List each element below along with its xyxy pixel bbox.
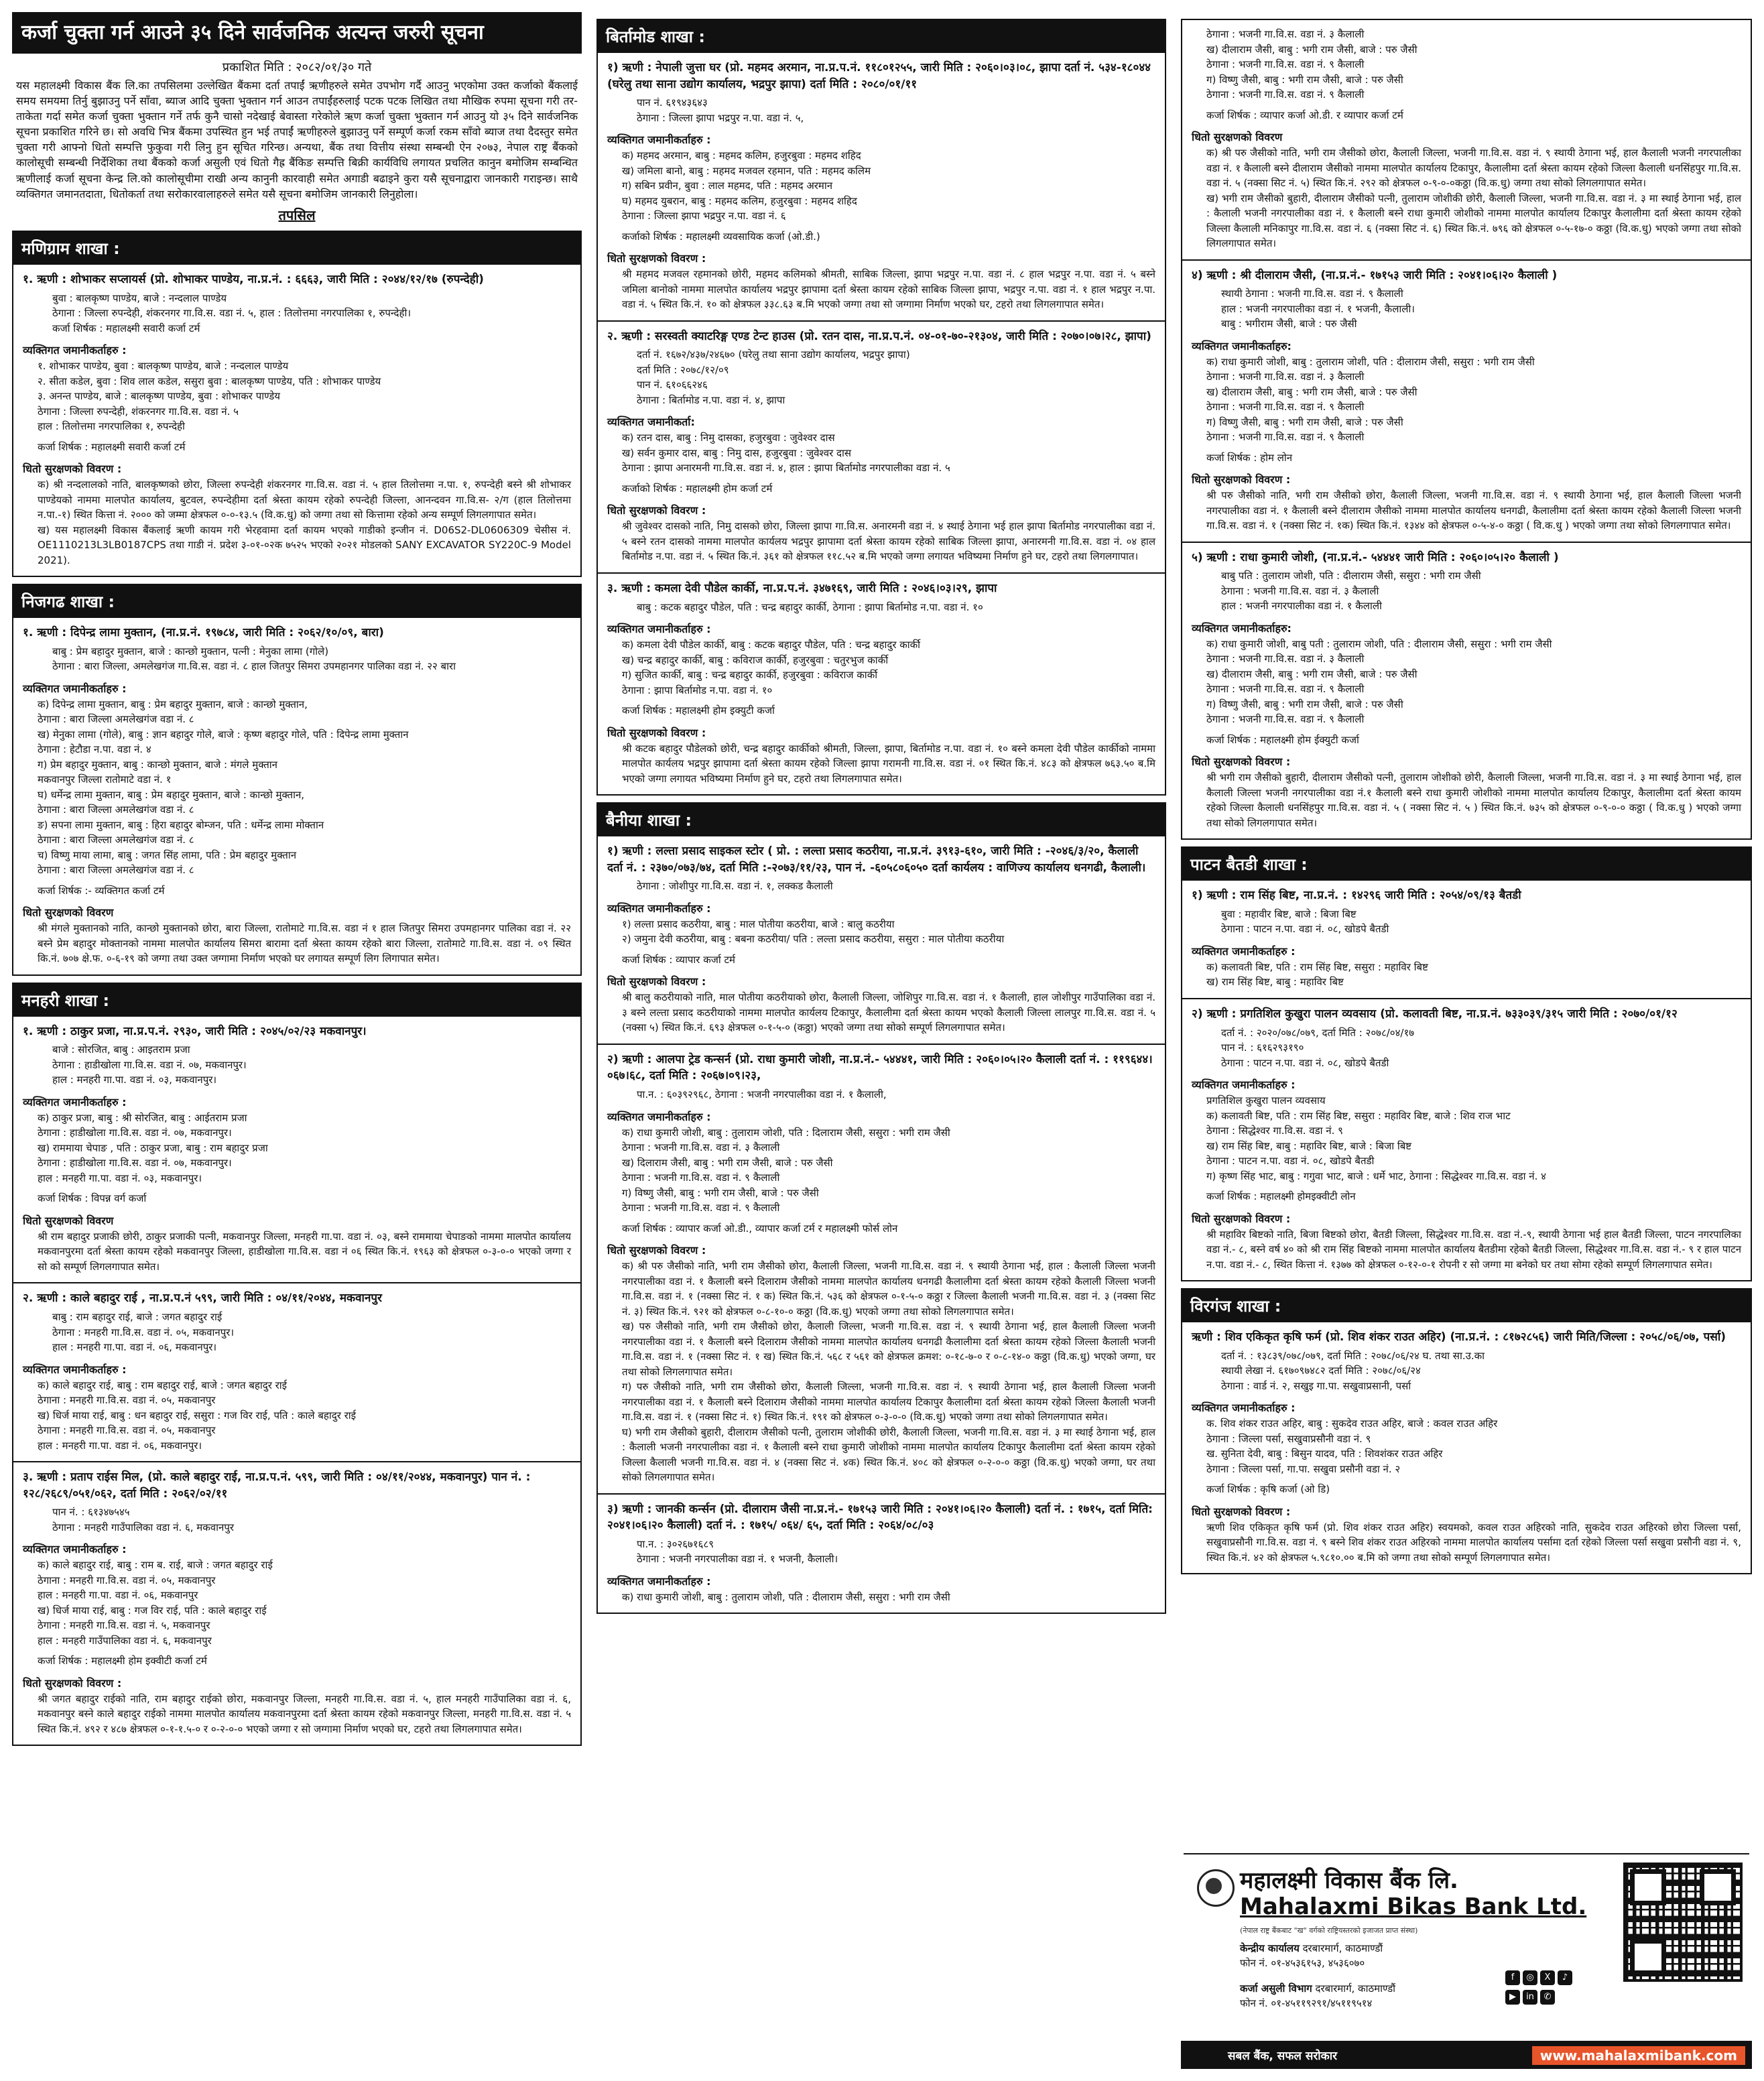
guarantor-heading: व्यक्तिगत जमानीकर्ताहरु : xyxy=(23,1095,127,1109)
branch-heading: निजगढ शाखा : xyxy=(13,585,580,618)
recovery-office-phone: फोन नं. ०१-४५११९२९१/४५११९५१४ xyxy=(1240,1997,1373,2009)
guarantor-line: क) राधा कुमारी जोशी, बाबु पती : तुलाराम जोशी, पति : दीलाराम जैसी, ससुरा : भगी राम जैसी xyxy=(1206,637,1552,650)
central-office-label: केन्द्रीय कार्यालय xyxy=(1240,1942,1300,1954)
guarantor-line: क) राधा कुमारी जोशी, बाबु : तुलाराम जोशी, पति : दीलाराम जैसी, ससुरा : भगी राम जैसी xyxy=(622,1590,950,1603)
guarantor-line: क) राधा कुमारी जोशी, बाबु : तुलाराम जोशी, पति : दिलाराम जैसी, ससुरा : भगी राम जैसी xyxy=(622,1126,950,1139)
notice-page xyxy=(12,12,1752,2069)
guarantor-line: ख) धिर्ज माया राई, बाबु : धन बहादुर राई, ससुरा : गज विर राई, पति : काले बहादुर राई xyxy=(38,1409,356,1422)
loan-title: १. ऋणी : शोभाकर सप्लायर्स (प्रो. शोभाकर पाण्डेय, ना.प्र.नं. : ६६६३, जारी मिति : २०४४/१२/१७ (रुपन्देही) xyxy=(23,273,484,286)
borrower-detail: बुवा : बालकृष्ण पाण्डेय, बाजे : नन्दलाल पाण्डेय xyxy=(52,292,227,304)
borrower-detail: ठेगाना : पाटन न.पा. वडा नं. ०८, खोडपे बैतडी xyxy=(1221,923,1389,936)
borrower-detail: पान नं. : ६१६२९३१९० xyxy=(1221,1042,1304,1054)
branch-section xyxy=(12,983,582,1747)
collateral-detail: घ) भगी राम जैसीको बुहारी, दीलाराम जैसीको पत्नी, तुलाराम जोशीकी छोरी, कैलाली जिल्ला, भजनी गा.वि.स. वडा नं. ३ मा स्थाई ठेगाना भई, हाल : कैलाली भजनी नगरपालीका वडा नं. १ कैलाली बस्ने राधा कुमारी जोशीको नाममा मालपोत कार्यालय टिकापुर कैलालीमा दर्ता श्रेस्ता कायम रहेको जिल्ला कैलाली भजनी गा.वि.स. वडा नं. ४ (नक्सा सिट नं. ४क) स्थित कि.नं. ४०८ को क्षेत्रफल ०-२-०-० कठ्ठा (वि.क.धु) भएको जग्गा, घर तथा सोको लिगलगापात समेत। xyxy=(622,1426,1155,1484)
guarantor-line: ठेगाना : हाडीखोला गा.वि.स. वडा नं. ०७, मकवानपुर। xyxy=(38,1157,232,1170)
guarantor-line: क) कलावती बिष्ट, पति : राम सिंह बिष्ट, ससुरा : महाविर बिष्ट xyxy=(1206,960,1428,973)
collateral-heading: धितो सुरक्षणको विवरण : xyxy=(607,975,706,989)
guarantor-line: ठेगाना : जिल्ला झापा भद्रपुर न.पा. वडा नं. ६ xyxy=(622,210,786,223)
guarantor-line: ग) विष्णु जैसी, बाबु : भगी राम जैसी, बाजे : परु जैसी xyxy=(1206,73,1403,86)
collateral-heading: धितो सुरक्षणको विवरण xyxy=(1192,131,1283,143)
guarantor-line: ठेगाना : बारा जिल्ला अमलेखगंज वडा नं. ८ xyxy=(38,864,194,877)
bank-logo-icon xyxy=(1197,1869,1235,1907)
guarantor-line: हाल : तिलोत्तमा नगरपालिका १, रुपन्देही xyxy=(38,420,185,433)
central-office-phone: फोन नं. ०१-४५३६१५३, ४५३६०७० xyxy=(1240,1956,1365,1969)
borrower-detail: ठेगाना : भजनी गा.वि.स. वडा नं. ३ कैलाली xyxy=(1221,584,1379,597)
collateral-detail: श्री बालु कठरीयाको नाति, माल पोतीया कठरीयाको छोरा, कैलाली जिल्ला, जोशिपुर गा.वि.स. वडा नं. १ कैलाली, हाल जोशीपुर गाउँपालिका वडा नं. ३ बस्ने लल्ता प्रसाद कठरीयाको नाममा मालपोत कार्यलय टिकापुर, कैलालीमा दर्ता श्रेस्ता कायम भएको कैलाली जिल्ला लालपुर गा.वि.स. वडा नं. ५ (नक्सा ५) स्थित कि.नं. ६९३ क्षेत्रफल ०-१-५-० (कठ्ठा) भएको जग्गा तथा सोको सम्पूर्ण लिगलगापात समेत। xyxy=(622,991,1155,1034)
loan-entry xyxy=(13,618,580,974)
collateral-detail: श्री कटक बहादुर पौडेलको छोरी, चन्द्र बहादुर कार्कीको श्रीमती, जिल्ला, झापा, बिर्तामोड न.पा. वडा नं. १० बस्ने कमला देवी पौडेल कार्कीको नाममा मालपोत कार्यलय भद्रपुर झापामा दर्ता श्रेस्ता कायम रहेको जिल्ला झापा गरामनी गा.वि.स. वडा नं. ०१ स्थित कि.नं. ४८३ को क्षेत्रफल ७६३.५० ब.मि भएको जग्गा लगायत भविष्यमा निर्माण हुने घर, टहरो तथा लिगलगापात समेत। xyxy=(622,742,1155,785)
guarantor-line: ठेगाना : भजनी गा.वि.स. वडा नं. ३ कैलाली xyxy=(622,1141,780,1154)
guarantor-line: हाल : मनहरी गाउँपालिका वडा नं. ६, मकवानपुर xyxy=(38,1634,212,1647)
guarantor-line: ख) राम सिंह बिष्ट, बाबु : महाविर बिष्ट, बाजे : बिजा बिष्ट xyxy=(1206,1139,1412,1152)
guarantor-heading: व्यक्तिगत जमानीकर्ताहरु : xyxy=(23,1363,127,1376)
collateral-heading: धितो सुरक्षणको विवरण : xyxy=(607,252,706,265)
col1-branch-list xyxy=(12,231,582,1746)
guarantor-line: क. शिव शंकर राउत अहिर, बाबु : सुकदेव राउत अहिर, बाजे : कवल राउत अहिर xyxy=(1206,1417,1498,1430)
guarantor-heading: व्यक्तिगत जमानीकर्ताहरु : xyxy=(607,1574,711,1588)
borrower-detail: हाल : भजनी नगरपालीका वडा नं. १ कैलाली xyxy=(1221,600,1382,613)
central-office-address: दरबारमार्ग, काठमाण्डौं xyxy=(1302,1942,1383,1954)
loan-title: १) ऋणी : लल्ता प्रसाद साइकल स्टोर ( प्रो. : लल्ता प्रसाद कठरीया, ना.प्र.नं. ३९१३-६१०, जारी मिति : -२०४६/३/२०, कैलाली दर्ता नं. : २३७०/०७३/७४, दर्ता मिति :-२०७३/११/२३, पान नं. -६०५८०६०५० दर्ता कार्यलय : वाणिज्य कार्यालय धनगढी, कैलाली। xyxy=(607,844,1146,875)
loan-entry xyxy=(1182,881,1751,999)
branch-heading: मणिग्राम शाखा : xyxy=(13,232,580,265)
loan-title: १) ऋणी : राम सिंह बिष्ट, ना.प्र.नं. : १४२९६ जारी मिति : २०५४/०९/१३ बैतडी xyxy=(1192,889,1521,903)
loan-entry xyxy=(598,53,1165,322)
guarantor-line: ख) दीलाराम जैसी, बाबु : भगी राम जैसी, बाजे : परु जैसी xyxy=(1206,43,1418,56)
borrower-detail: हाल : मनहरी गा.पा. वडा नं. ०६, मकवानपुर। xyxy=(52,1341,217,1354)
borrower-detail: दर्ता नं. : १३८३९/०७८/०७९, दर्ता मिति : २०७८/०६/२४ घ. तथा सा.उ.का xyxy=(1221,1349,1485,1362)
loan-type: कर्जा शिर्षक : कृषि कर्जा (ओ डि) xyxy=(1206,1483,1330,1496)
loan-title: २) ऋणी : आलपा ट्रेड कन्सर्न (प्रो. राधा कुमारी जोशी, ना.प्र.नं.- ५४४४१, जारी मिति : २०६०।०५।२० कैलाली दर्ता नं. : ११९६४४।०६७।६८, दर्ता मिति : २०६७।०९।२३, xyxy=(607,1052,1153,1083)
collateral-list xyxy=(1192,145,1741,251)
social-media-icons xyxy=(1505,1970,1586,2009)
collateral-detail: ख) भगी राम जैसीको बुहारी, दीलाराम जैसीको पत्नी, तुलाराम जोशीकी छोरी, कैलाली जिल्ला, भजनी गा.वि.स. वडा नं. ३ मा स्थाई ठेगाना भई, हाल : कैलाली भजनी नगरपालीका वडा नं. १ कैलाली बस्ने राधा कुमारी जोशीको नाममा मालपोत कार्यालय टिकापुर कैलालीमा दर्ता श्रेस्ता कायम रहेको जिल्ला कैलाली मनिकापुर गा.वि.स. वडा नं. ६ (नक्सा सिट नं. ६) स्थित कि.नं. ७९६ को क्षेत्रफल ०-५-१७-० कठ्ठा (वि.क.धु) भएको जग्गा तथा सोको लिगलगापात समेत। xyxy=(1206,192,1741,249)
guarantor-line: ठेगाना : हाडीखोला गा.वि.स. वडा नं. ०७, मकवानपुर। xyxy=(38,1127,232,1139)
loan-type: कर्जा शिर्षक : महालक्ष्मी होमइक्वीटी लोन xyxy=(1206,1190,1356,1203)
guarantor-line: मकवानपुर जिल्ला रातोमाटे वडा नं. १ xyxy=(38,773,172,786)
borrower-detail: ठेगाना : जिल्ला रुपन्देही, शंकरनगर गा.वि.स. वडा नं. ५, हाल : तिलोत्तमा नगरपालिका १, रुपन्देही। xyxy=(52,307,412,320)
collateral-detail: श्री जगत बहादुर राईको नाति, राम बहादुर राईको छोरा, मकवानपुर जिल्ला, मनहरी गा.वि.स. वडा नं. ५, हाल मनहरी गाउँपालिका वडा नं. ६, मकवानपुर बस्ने काले बहादुर राईको नाममा मालपोत कार्यालय मकवानपुरमा दर्ता श्रेस्ता कायम रहेको मकवानपुर जिल्ला, मनहरी गा.वि.स. वडा नं. ५ स्थित कि.नं. ४९२ र ४८७ क्षेत्रफल ०-१-१.५-० र ०-२-०-० भएको जग्गा र सो जग्गामा निर्माण भएको घर, टहरो तथा लिगलगापात समेत। xyxy=(38,1692,571,1735)
guarantor-line: ठेगाना : बारा जिल्ला अमलेखगंज वडा नं. ८ xyxy=(38,804,194,816)
loan-entry xyxy=(598,322,1165,574)
borrower-detail: स्थायी ठेगाना : भजनी गा.वि.स. वडा नं. ९ कैलाली xyxy=(1221,288,1403,300)
collateral-detail: श्री जुवेश्वर दासको नाति, निमु दासको छोरा, जिल्ला झापा गा.वि.स. अनारमनी वडा नं. ४ स्थाई ठेगाना भई हाल झापा बिर्तामोड नगरपालीका वडा नं. ५ बस्ने रतन दासको नाममा मालपोत कार्यलय भद्रपुर झापामा दर्ता श्रेस्ता कायम रहेको साबिक जिल्ला झापा, अनारमनी गा.वि.स. वडा नं. ०४ हाल बिर्तामोड न.पा. वडा नं. ५ स्थित कि.नं. ३६१ को क्षेत्रफल ११८.५२ ब.मि भएको जग्गा लगायत भविष्यमा निर्माण हुने घर, टहरो तथा लिगलगापात। xyxy=(622,520,1155,563)
guarantor-line: ठेगाना : हेटौडा न.पा. वडा नं. ४ xyxy=(38,743,151,756)
branch-heading: बिर्तामोड शाखा : xyxy=(598,20,1165,53)
guarantor-line: ठेगाना : भजनी गा.वि.स. वडा नं. ९ कैलाली xyxy=(622,1202,780,1214)
loan-type: कर्जाको शिर्षक : महालक्ष्मी व्यवसायिक कर्जा (ओ.डी.) xyxy=(622,230,820,243)
guarantor-line: क) महमद अरमान, बाबु : महमद कलिम, हजुरबुवा : महमद शहिद xyxy=(622,149,861,162)
guarantor-line: ठेगाना : जिल्ला पर्सा, सखुवाप्रसौनी वडा नं. ९ xyxy=(1206,1432,1371,1445)
collateral-detail: श्री राम बहादुर प्रजाकी छोरी, ठाकुर प्रजाकी पत्नी, मकवानपुर जिल्ला, मनहरी गा.पा. वडा नं. ०३, बस्ने राममाया चेपाङको नाममा मालपोत कार्यालय मकवानपुरमा दर्ता श्रेस्ता कायम रहेको मकवानपुर जिल्ला, हाडीखोला गा.वि.स. वडा नं ०६ स्थित कि.नं. १९६३ को क्षेत्रफल ०-३-०-० भएको जग्गा र सो को सम्पूर्ण लिगलगापात समेत। xyxy=(38,1230,571,1273)
guarantor-heading: व्यक्तिगत जमानीकर्ताहरु : xyxy=(607,623,711,636)
borrower-detail: हाल : मनहरी गा.पा. वडा नं. ०३, मकवानपुर। xyxy=(52,1074,217,1086)
recovery-office-label: कर्जा असुली विभाग xyxy=(1240,1982,1312,1995)
borrower-detail: पान नं. ६१९४३६४३ xyxy=(637,97,708,109)
loan-type: कर्जा शिर्षक : महालक्ष्मी होम ईक्युटी कर्जा xyxy=(1206,733,1359,746)
guarantor-line: ठेगाना : मनहरी गा.वि.स. वडा नं. ०५, मकवानपुर xyxy=(38,1394,216,1407)
borrower-detail: बाबु पति : तुलाराम जोशी, पति : दीलाराम जैसी, ससुरा : भगी राम जैसी xyxy=(1221,570,1481,582)
central-office xyxy=(1240,1942,1383,1971)
collateral-heading: धितो सुरक्षणको विवरण : xyxy=(23,462,122,476)
guarantor-heading: व्यक्तिगत जमानीकर्ताहरु: xyxy=(1192,339,1292,353)
guarantor-line: ठेगाना : भजनी गा.वि.स. वडा नं. ९ कैलाली xyxy=(1206,683,1365,696)
notice-title: कर्जा चुक्ता गर्न आउने ३५ दिने सार्वजनिक अत्यन्त जरुरी सूचना xyxy=(12,12,582,54)
borrower-detail: ठेगाना : भजनी नगरपालीका वडा नं. १ भजनी, कैलाली। xyxy=(637,1553,838,1566)
guarantor-line: ग) विष्णु जैसी, बाबु : भगी राम जैसी, बाजे : परु जैसी xyxy=(622,1186,819,1199)
social-icon[interactable]: f xyxy=(1505,1970,1520,1985)
loan-title: ४) ऋणी : श्री दीलाराम जैसी, (ना.प्र.नं.- १७१५३ जारी मिति : २०४१।०६।२० कैलाली ) xyxy=(1192,268,1558,282)
borrower-detail: पा.न. : ६०३९२९६८, ठेगाना : भजनी नगरपालीका वडा नं. १ कैलाली, xyxy=(637,1088,887,1101)
recovery-office xyxy=(1240,1982,1395,2011)
guarantor-line: ठेगाना : बारा जिल्ला अमलेखगंज वडा नं. ८ xyxy=(38,834,194,846)
collateral-heading: धितो सुरक्षणको विवरण xyxy=(23,906,114,920)
guarantor-line: ग) सबिन प्रवीन, बुवा : लाल महमद, पति : महमद अरमान xyxy=(622,180,833,192)
loan-entry xyxy=(13,265,580,576)
guarantor-heading: व्यक्तिगत जमानीकर्ताहरु : xyxy=(23,682,127,695)
guarantor-line: क) कमला देवी पौडेल कार्की, बाबु : कटक बहादुर पौडेल, पति : चन्द्र बहादुर कार्की xyxy=(622,639,921,651)
borrower-detail: ठेगाना : जोशीपुर गा.वि.स. वडा नं. १, लक्कड कैलाली xyxy=(637,880,833,893)
guarantor-line: ख) राममाया चेपाङ , पति : ठाकुर प्रजा, बाबु : राम बहादुर प्रजा xyxy=(38,1141,268,1154)
guarantor-heading: व्यक्तिगत जमानीकर्ताहरु: xyxy=(1192,621,1292,635)
loan-type: कर्जा शिर्षक : महालक्ष्मी होम इक्युटी कर्जा xyxy=(622,704,775,717)
borrower-detail: बाबु : प्रेम बहादुर मुक्तान, बाजे : कान्छो मुक्तान, पत्नी : मेनुका लामा (गोले) xyxy=(52,645,329,657)
guarantor-heading: व्यक्तिगत जमानीकर्ताहरु : xyxy=(607,133,711,147)
continued-guarantor-lines xyxy=(1192,27,1741,103)
loan-type: कर्जा शिर्षक : व्यापार कर्जा टर्म xyxy=(622,953,736,966)
borrower-detail: बाबु : कटक बहादुर पौडेल, पति : चन्द्र बहादुर कार्की, ठेगाना : झापा बिर्तामोड न.पा. वडा नं. १० xyxy=(637,601,983,613)
loan-entry xyxy=(1182,999,1751,1280)
guarantor-line: ठेगाना : जिल्ला रुपन्देही, शंकरनगर गा.वि.स. वडा नं. ५ xyxy=(38,405,239,418)
loan-entry xyxy=(13,1017,580,1284)
loan-title: ५) ऋणी : राधा कुमारी जोशी, (ना.प्र.नं.- ५४४४१ जारी मिति : २०६०।०५।२० कैलाली ) xyxy=(1192,550,1559,564)
loan-entry xyxy=(598,1495,1165,1613)
collateral-detail: श्री महाविर बिष्टको नाति, बिजा बिष्टको छोरा, बैतडी जिल्ला, सिद्धेश्वर गा.वि.स. वडा नं.-९, स्थायी ठेगाना भई हाल बैतडी जिल्ला, पाटन नगरपालिका वडा नं.- ८, बस्ने वर्ष ४० को श्री राम सिंह बिष्टको नाममा मालपोत कार्यालय बैतडीमा रहेको बैतडी जिल्ला, सिद्धेश्वर गा.वि.स. वडा नं.- ९ र हाल पाटन न.पा. वडा नं.- ८, स्थित कित्ता नं. १३७७ को क्षेत्रफल ०-१२-०-१ रोपनी र सो जग्गा मा बनेको घर तथा सोमा रहेको सम्पूर्ण लिगलगापात समेत। xyxy=(1206,1228,1742,1271)
borrower-detail: ठेगाना : वार्ड नं. २, सखुइ गा.पा. सखुवाप्रसानी, पर्सा xyxy=(1221,1379,1411,1392)
guarantor-line: हाल : मनहरी गा.पा. वडा नं. ०३, मकवानपुर। xyxy=(38,1172,202,1184)
loan-type: कर्जा शिर्षक : होम लोन xyxy=(1206,451,1293,464)
guarantor-line: प्रगतिशिल कुखुरा पालन व्यवसाय xyxy=(1206,1094,1326,1107)
bank-slogan: सबल बैंक, सफल सरोकार xyxy=(1228,2050,1338,2063)
guarantor-line: ठेगाना : भजनी गा.वि.स. वडा नं. ९ कैलाली xyxy=(1206,713,1365,726)
guarantor-line: ग) विष्णु जैसी, बाबु : भगी राम जैसी, बाजे : परु जैसी xyxy=(1206,416,1403,428)
borrower-detail: बाजे : सोरजित, बाबु : आइतराम प्रजा xyxy=(52,1044,190,1056)
loan-type: कर्जा शिर्षक : व्यापार कर्जा ओ.डी., व्यापार कर्जा टर्म र महालक्ष्मी फोर्स लोन xyxy=(622,1222,898,1235)
loan-entry xyxy=(1182,1322,1751,1573)
website-link[interactable]: www.mahalaxmibank.com xyxy=(1532,2046,1745,2065)
borrower-detail: ठेगाना : मनहरी गा.वि.स. वडा नं. ०५, मकवानपुर। xyxy=(52,1326,235,1338)
guarantor-line: क) काले बहादुर राई, बाबु : राम ब. राई, बाजे : जगत बहादुर राई xyxy=(38,1559,273,1572)
bank-name-english: Mahalaxmi Bikas Bank Ltd. xyxy=(1240,1893,1587,1920)
guarantor-line: ठेगाना : पाटन न.पा. वडा नं. ०८, खोडपे बैतडी xyxy=(1206,1155,1375,1168)
guarantor-line: ख) धिर्ज माया राई, बाबु : गज विर राई, पति : काले बहादुर राई xyxy=(38,1604,267,1617)
borrower-detail: हाल : भजनी नगरपालीका वडा नं. १ भजनी, कैलाली। xyxy=(1221,302,1415,315)
loan-type: कर्जाको शिर्षक : महालक्ष्मी होम कर्जा टर्म xyxy=(622,482,773,495)
collateral-detail: क) श्री परु जैसीको नाति, भगी राम जैसीको छोरा, कैलाली जिल्ला, भजनी गा.वि.स. वडा नं. ९ स्थायी ठेगाना भई, हाल कैलाली भजनी नगरपालीका वडा नं. १ कैलाली बस्ने दीलाराम जैसीको नाममा मालपोत कार्यालय टिकापुर, कैलालीमा दर्ता श्रेस्ता कायम रहेको जिल्ला कैलाली धनसिंहपुर गा.वि.स. वडा नं. ५ (नक्सा सिट नं. ५) स्थित कि.नं. २९२ को क्षेत्रफल ०-९-०-०कठ्ठा (वि.क.धु) जग्गा तथा सोको लिगलगापात समेत। xyxy=(1206,147,1741,189)
guarantor-line: ठेगाना : भजनी गा.वि.स. वडा नं. ९ कैलाली xyxy=(1206,401,1365,414)
guarantor-line: ग) कृष्ण सिंह भाट, बाबु : गगुवा भाट, बाजे : धर्मे भाट, ठेगाना : सिद्धेश्वर गा.वि.स. वडा नं. ४ xyxy=(1206,1170,1546,1182)
collateral-heading: धितो सुरक्षणको विवरण : xyxy=(607,504,706,517)
collateral-heading: धितो सुरक्षणको विवरण : xyxy=(607,1244,706,1257)
notice-intro: यस महालक्ष्मी विकास बैंक लि.का तपसिलमा उल्लेखित बैंकमा दर्ता तपाईं ऋणीहरुले समेत उपभोग गर्दै आउनु भएकोमा उक्त कर्जाको बैंकलाई समय समयमा तिर्नु बुझाउनु पर्ने साँवा, ब्याज आदि चुक्ता भुक्तान गर्न आउन तपाईंहरुलाई पटक पटक लिखित तथा मौखिक रुपमा सूचना गरी तर-ताकेता गर्दा समेत कर्जा चुक्ता भुक्तान गर्ने तर्फ कुनै चासो नदेखाई बेवास्ता गरेकोले ऋण कर्जा चुक्ता भुक्तान गर्न आउनु यो ३५ दिने सार्वजनिक सूचना प्रकाशित गरिने छ। सो अवधि भित्र बैंकमा उपस्थित हुन भई तपाईं ऋणीहरुले बुझाउनु पर्ने सम्पूर्ण कर्जा रकम साँवो ब्याज तथा दैदस्तुर समेत चुक्ता गरी आफ्नो धितो सम्पत्ति फुकुवा गरी लिनु हुन सूचित गरिन्छ। अन्यथा, बैंक तथा वित्तीय संस्था सम्बन्धी ऐन २०७३, नेपाल राष्ट्र बैंकको कालोसूची सम्बन्धी निर्देशिका तथा बैंकको कर्जा असुली एवं धितो गैह्र बैंकिङ सम्पत्ति बिक्री कार्यविधि लगायत प्रचलित कानुन बमोजिम सम्बन्धित ऋणीलाई कर्जा सूचना केन्द्र लि.को कालोसूचीमा राखी अन्य कानुनी कारवाही समेत अगाडी बढाइने कुरा यसै सूचनाद्वारा जानकारी गराइन्छ। साथै व्यक्तिगत जमानतदाता, धितोकर्ता तथा सरोकारवालाहरुले समेत यसै सूचना बमोजिम जानकारी लिनुहोला। xyxy=(16,78,578,200)
branch-section xyxy=(1181,1288,1752,1574)
collateral-heading: धितो सुरक्षणको विवरण : xyxy=(1192,1505,1291,1518)
guarantor-line: २) जमुना देवी कठरीया, बाबु : बबना कठरीया/ पति : लल्ता प्रसाद कठरीया, ससुरा : माल पोतीया कठरीया xyxy=(622,933,1005,946)
collateral-detail: ख) परु जैसीको नाति, भगी राम जैसीको छोरा, कैलाली जिल्ला, भजनी गा.वि.स. वडा नं. ९ स्थायी ठेगाना भई, हाल कैलाली जिल्ला भजनी नगरपालीका वडा नं. १ कैलाली बस्ने दिलाराम जैसीको नाममा मालपोत कार्यालय धनगढी कैलालीमा दर्ता श्रेस्ता कायम रहेको जिल्ला कैलाली भजनी गा.वि.स. वडा नं. १ (नक्सा सिट नं. १ ख) स्थित कि.नं. ५६८ र ५६१ को क्षेत्रफल क्रमश: ०-१८-७-० र ०-८-१४-० कठ्ठा (वि.क.धु) भएको जग्गा, घर तथा सोको लिगलगापात समेत। xyxy=(622,1320,1155,1378)
borrower-detail: ठेगाना : बिर्तामोड न.पा. वडा नं. ४, झापा xyxy=(637,393,785,406)
loan-entry xyxy=(598,574,1165,794)
guarantor-heading: व्यक्तिगत जमानीकर्ताहरु : xyxy=(1192,944,1296,958)
guarantor-line: क) दिपेन्द्र लामा मुक्तान, बाबु : प्रेम बहादुर मुक्तान, बाजे : कान्छो मुक्तान, xyxy=(38,698,308,710)
branch-heading: विरगंज शाखा : xyxy=(1182,1289,1751,1322)
guarantor-line: ख) दिलाराम जैसी, बाबु : भगी राम जैसी, बाजे : परु जैसी xyxy=(622,1156,833,1169)
loan-title: २. ऋणी : काले बहादुर राई , ना.प्र.प.नं ५९९, जारी मिति : ०४/११/२०४४, मकवानपुर xyxy=(23,1291,382,1306)
bank-name-nepali: महालक्ष्मी विकास बैंक लि. xyxy=(1240,1867,1458,1894)
loan-type: कर्जा शिर्षक :- व्यक्तिगत कर्जा टर्म xyxy=(38,884,165,897)
borrower-detail: ठेगाना : जिल्ला झापा भद्रपुर न.पा. वडा नं. ५, xyxy=(637,111,804,124)
loan-type: कर्जा शिर्षक : महालक्ष्मी सवारी कर्जा टर्म xyxy=(38,440,186,453)
branch-heading: पाटन बैतडी शाखा : xyxy=(1182,848,1751,881)
guarantor-line: ठेगाना : जिल्ला पर्सा, गा.पा. सखुवा प्रसौनी वडा नं. २ xyxy=(1206,1462,1401,1475)
borrower-detail: ठेगाना : पाटन न.पा. वडा नं. ०८, खोडपे बैतडी xyxy=(1221,1056,1389,1069)
guarantor-line: क) ठाकुर प्रजा, बाबु : श्री सोरजित, बाबु : आईतराम प्रजा xyxy=(38,1111,247,1124)
qr-code-icon xyxy=(1623,1863,1743,1982)
borrower-detail: ठेगाना : मनहरी गाउँपालिका वडा नं. ६, मकवानपुर xyxy=(52,1521,234,1533)
borrower-detail: बुवा : महावीर बिष्ट, बाजे : बिजा बिष्ट xyxy=(1221,907,1357,920)
loan-title: २. ऋणी : सरस्वती क्याटरिङ्ग एण्ड टेन्ट हाउस (प्रो. रतन दास, ना.प्र.प.नं. ०४-०१-७०-२१३०४, जारी मिति : २०७०।०७।२८, झापा) xyxy=(607,329,1151,343)
loan-entry xyxy=(598,836,1165,1045)
guarantor-line: ठेगाना : सिद्धेश्वर गा.वि.स. वडा नं. ९ xyxy=(1206,1125,1343,1137)
guarantor-line: हाल : मनहरी गा.पा. वडा नं. ०६, मकवानपुर xyxy=(38,1589,198,1602)
guarantor-line: ठेगाना : भजनी गा.वि.स. वडा नं. ३ कैलाली xyxy=(1206,28,1365,40)
loan-title: १) ऋणी : नेपाली जुत्ता घर (प्रो. महमद अरमान, ना.प्र.प.नं. ११८०१२५५, जारी मिति : २०६०।०३।०८, झापा दर्ता नं. ५३४-१८०४४ (घरेलु तथा साना उद्योग कार्यालय, भद्रपुर झापा) दर्ता मिति : २०८०/०१/११ xyxy=(607,61,1151,91)
collateral-detail: श्री परु जैसीको नाति, भगी राम जैसीको छोरा, कैलाली जिल्ला, भजनी गा.वि.स. वडा नं. ९ स्थायी ठेगाना भई, हाल कैलाली जिल्ला भजनी नगरपालीका वडा नं. १ कैलाली बस्ने दीलाराम जैसीको नाममा मालपोत कार्यालय धनगढी, कैलालीमा दर्ता श्रेस्ता कायम रहेको कैलाली जिल्ला भजनी गा.वि.स. वडा नं. १ (नक्सा सिट नं. १क) स्थित कि.नं. १३४४ को क्षेत्रफल ०-५-४-० कठ्ठा ( वि.क.धु ) भएको जग्गा तथा सोको लिगलगापात समेत। xyxy=(1206,489,1741,532)
loan-title: २) ऋणी : प्रगतिशिल कुखुरा पालन व्यवसाय (प्रो. कलावती बिष्ट, ना.प्र.नं. ७३३०३९/३१५ जारी मिति : २०७०/०१/१२ xyxy=(1192,1007,1678,1021)
guarantor-heading: व्यक्तिगत जमानीकर्ताहरु : xyxy=(1192,1401,1296,1415)
collateral-detail: श्री महमद मजवल रहमानको छोरी, महमद कलिमको श्रीमती, साबिक जिल्ला, झापा भद्रपुर न.पा. वडा नं. ८ हाल भद्रपुर न.पा. वडा नं. ५ बस्ने जमिला बानोको नाममा मालपोत कार्यालय भद्रपुर झापामा दर्ता श्रेस्ता कायम रहेको साबिक जिल्ला झापा, भद्रपुर न.पा. वडा नं. १ हाल भद्रपुर न.पा. वडा नं. ५ स्थित कि.नं. १० को क्षेत्रफल ३३८.६३ ब.मि भएको जग्गा तथा सो जग्गामा निर्माण भएको घर, टहरो तथा लिगलगापात समेत। xyxy=(622,268,1155,311)
branch-section xyxy=(596,19,1166,796)
branch-section xyxy=(1181,846,1752,1281)
guarantor-line: क) काले बहादुर राई, बाबु : राम बहादुर राई, बाजे : जगत बहादुर राई xyxy=(38,1379,287,1391)
collateral-detail: ऋणी शिव एकिकृत कृषि फर्म (प्रो. शिव शंकर राउत अहिर) स्वयमको, कवल राउत अहिरको नाति, सुकदेव राउत अहिरको छोरा जिल्ला पर्सा, सखुवाप्रसौनी गा.वि.स. वडा नं. ९ बस्ने शिव शंकर राउत अहिरको नाममा मालपोत कार्यालय पर्सामा दर्ता रहेको जिल्ला पर्सा सखुवा प्रसौनी वडा नं. ९, स्थित कि.नं. ४२ को क्षेत्रफल ५.९८१०.०० ब.मि को जग्गा तथा सोको सम्पूर्ण लिगलगापात समेत। xyxy=(1206,1521,1741,1564)
col3-loan-list xyxy=(1182,261,1751,839)
loan-entry xyxy=(1182,261,1751,543)
guarantor-line: ख) दीलाराम जैसी, बाबु : भगी राम जैसी, बाजे : परु जैसी xyxy=(1206,385,1418,398)
guarantor-line: ख) सर्वन कुमार दास, बाबु : निमु दास, हजुरबुवा : जुवेश्वर दास xyxy=(622,446,852,459)
guarantor-line: ख. सुनिता देवी, बाबु : बिसुन यादव, पति : शिवशंकर राउत अहिर xyxy=(1206,1448,1443,1460)
collateral-detail: क) श्री नन्दलालको नाति, बालकृष्णको छोरा, जिल्ला रुपन्देही शंकरनगर गा.वि.स. वडा नं. ५ हाल तिलोत्तमा न.पा. १, रुपन्देही बस्ने श्री शोभाकर पाण्डेयको नाममा मालपोत कार्यालय, बुटवल, रुपन्देहीमा दर्ता श्रेस्ता कायम रहेको रुपन्देही जिल्ला, आनन्दवन गा.वि.स- २/ग (हाल तिलोत्तमा न.पा.-१) स्थित कित्ता नं. २००० को जम्मा क्षेत्रफल ०-०-१३.५ (वि.क.धु) को जग्गा तथा सो कित्तामा रहेको अन्य सम्पूर्ण लिगलगापात समेत। xyxy=(38,479,571,521)
collateral-heading: धितो सुरक्षणको विवरण : xyxy=(23,1676,122,1690)
borrower-detail: बाबु : भगीराम जैसी, बाजे : परु जैसी xyxy=(1221,318,1357,330)
guarantor-line: ठेगाना : भजनी गा.वि.स. वडा नं. ३ कैलाली xyxy=(1206,653,1365,666)
guarantor-line: ठेगाना : मनहरी गा.वि.स. वडा नं. ५, मकवानपुर xyxy=(38,1619,210,1632)
guarantor-line: ग) प्रेम बहादुर मुक्तान, बाबु : कान्छो मुक्तान, बाजे : मंगले मुक्तान xyxy=(38,758,277,771)
guarantor-line: च) विष्णु माया लामा, बाबु : जगत सिंह लामा, पति : प्रेम बहादुर मुक्तान xyxy=(38,848,297,861)
guarantor-line: ख) दीलाराम जैसी, बाबु : भगी राम जैसी, बाजे : परु जैसी xyxy=(1206,668,1418,680)
loan-title: ३. ऋणी : कमला देवी पौडेल कार्की, ना.प्र.प.नं. ३४७१६९, जारी मिति : २०४६।०३।२९, झापा xyxy=(607,581,997,595)
column-2 xyxy=(596,12,1166,2069)
guarantor-heading: व्यक्तिगत जमानीकर्ताहरु : xyxy=(23,344,127,357)
guarantor-heading: व्यक्तिगत जमानीकर्ताहरु : xyxy=(1192,1078,1296,1092)
guarantor-line: ग) सुजित कार्की, बाबु : चन्द्र बहादुर कार्की, हजुरबुवा : कविराज कार्की xyxy=(622,669,878,682)
guarantor-line: ठेगाना : झापा बिर्तामोड न.पा. वडा नं. १० xyxy=(622,684,773,696)
guarantor-heading: व्यक्तिगत जमानीकर्ताहरु : xyxy=(607,901,711,915)
branch-heading: मनहरी शाखा : xyxy=(13,984,580,1017)
collateral-heading: धितो सुरक्षणको विवरण : xyxy=(1192,1212,1291,1225)
bank-contact-box xyxy=(1184,1853,1749,2035)
col3-branch-list xyxy=(1181,846,1752,1574)
guarantor-line: ३. अनन्त पाण्डेय, बाजे : बालकृष्ण पाण्डेय, बुवा : शोभाकर पाण्डेय xyxy=(38,390,280,403)
guarantor-heading: व्यक्तिगत जमानीकर्ताहरु : xyxy=(23,1543,127,1556)
guarantor-line: ङ) सपना लामा मुक्तान, बाबु : हिरा बहादुर बोम्जन, पति : धर्मेन्द्र लामा मोक्तान xyxy=(38,818,324,831)
loan-entry xyxy=(1182,543,1751,839)
guarantor-line: ग) विष्णु जैसी, बाबु : भगी राम जैसी, बाजे : परु जैसी xyxy=(1206,698,1403,710)
loan-type: कर्जा शिर्षक : महालक्ष्मी होम इक्वीटी कर्जा टर्म xyxy=(38,1655,207,1667)
collateral-heading: धितो सुरक्षणको विवरण : xyxy=(1192,755,1291,769)
collateral-detail: ग) परु जैसीको नाति, भगी राम जैसीको छोरा, कैलाली जिल्ला, भजनी गा.वि.स. वडा नं. ९ स्थायी ठेगाना भई, हाल कैलाली जिल्ला भजनी नगरपालीका वडा नं. १ कैलाली बस्ने दिलाराम जैसीको नाममा मालपोत कार्यालय टिकापुर कैलालीमा दर्ता श्रेस्ता कायम रहेको जिल्ला कैलाली भजनी गा.वि.स. वडा नं. १ (नक्सा सिट नं. १) स्थित कि.नं. १९१ को क्षेत्रफल ०-३-०-० (वि.क.धु) भएको जग्गा तथा सोको लिगलगापात समेत। xyxy=(622,1381,1155,1424)
collateral-heading: धितो सुरक्षणको विवरण : xyxy=(1192,473,1291,487)
continued-loan-block xyxy=(1181,19,1752,840)
social-icon[interactable]: ✆ xyxy=(1540,1990,1555,2005)
borrower-detail: ठेगाना : बारा जिल्ला, अमलेखगंज गा.वि.स. वडा नं. ८ हाल जितपुर सिमरा उपमहानगर पालिका वडा नं. २२ बारा xyxy=(52,660,456,673)
column-3 xyxy=(1181,12,1752,2069)
guarantor-line: ठेगाना : भजनी गा.वि.स. वडा नं. ९ कैलाली xyxy=(1206,431,1365,444)
guarantor-line: ठेगाना : भजनी गा.वि.स. वडा नं. ३ कैलाली xyxy=(1206,371,1365,383)
loan-title: ऋणी : शिव एकिकृत कृषि फर्म (प्रो. शिव शंकर राउत अहिर) (ना.प्र.नं. : ८१७२८५६) जारी मिति/जिल्ला : २०५८/०६/०७, पर्सा) xyxy=(1192,1330,1726,1344)
guarantor-line: ख) चन्द्र बहादुर कार्की, बाबु : कविराज कार्की, हजुरबुवा : चतुरभुज कार्की xyxy=(622,653,889,666)
loan-entry xyxy=(13,1462,580,1745)
branch-section xyxy=(12,231,582,577)
guarantor-line: ठेगाना : भजनी गा.वि.स. वडा नं. ९ कैलाली xyxy=(622,1172,780,1184)
guarantor-line: ठेगाना : भजनी गा.वि.स. वडा नं. ९ कैलाली xyxy=(1206,58,1365,70)
guarantor-line: घ) महमद युबरान, बाबु : महमद कलिम, हजुरबुवा : महमद शहिद xyxy=(622,194,857,207)
borrower-detail: बाबु : राम बहादुर राई, बाजे : जगत बहादुर राई xyxy=(52,1311,223,1324)
loan-title: ३) ऋणी : जानकी कर्न्सन (प्रो. दीलाराम जैसी ना.प्र.नं.- १७१५३ जारी मिति : २०४१।०६।२० कैलाली) दर्ता नं. : १७१५, दर्ता मिति: २०४१।०६।२० कैलाली) दर्ता नं. : १७१५/ ०६४/ ६५, दर्ता मिति : २०६४/०८/०३ xyxy=(607,1502,1153,1533)
loan-type: कर्जा शिर्षक : व्यापार कर्जा ओ.डी. र व्यापार कर्जा टर्म xyxy=(1206,109,1403,121)
loan-continuation xyxy=(1182,20,1751,261)
borrower-detail: दर्ता नं. १६७२/४३७/२४६७० (घरेलु तथा साना उद्योग कार्यालय, भद्रपुर झापा) xyxy=(637,349,910,361)
borrower-detail: पान नं. ६१०६६२४६ xyxy=(637,379,708,391)
guarantor-heading: व्यक्तिगत जमानीकर्ताहरु : xyxy=(607,1110,711,1123)
guarantor-line: ठेगाना : झापा अनारमनी गा.वि.स. वडा नं. ४, हाल : झापा बिर्तामोड नगरपालीका वडा नं. ५ xyxy=(622,462,950,475)
schedule-heading: तपसिल xyxy=(278,207,316,223)
guarantor-line: क) कलावती बिष्ट, पति : राम सिंह बिष्ट, ससुरा : महाविर बिष्ट, बाजे : शिव राज भाट xyxy=(1206,1109,1511,1122)
publish-date: प्रकाशित मिति : २०८२/०१/३० गते xyxy=(222,60,372,74)
collateral-detail: ख) यस महालक्ष्मी विकास बैंकलाई ऋणी कायम गरी भेरहवामा दर्ता कायम भएको गाडीको इन्जीन नं. D06S2-DL0606309 चेसीस नं. OE1110213L3LB0187CPS तथा गाडी नं. प्रदेश ३-०१-०२क ७५२५ भएको २०२१ मोडलको SANY EXCAVATOR SY220C-9 Model 2021). xyxy=(38,523,571,566)
collateral-detail: श्री भगी राम जैसीको बुहारी, दीलाराम जैसीको पत्नी, तुलाराम जोशीको छोरी, कैलाली जिल्ला, भजनी गा.वि.स. वडा नं. ३ मा स्थाई ठेगाना भई, हाल कैलाली जिल्ला भजनी नगरपालीका वडा नं.१ कैलाली बस्ने राधा कुमारी जोशीको नाममा मालपोत कार्यालय टिकापुर, कैलालीमा दर्ता श्रेस्ता कायम रहेको जिल्ला कैलाली धनसिंहपुर गा.वि.स. वडा नं. ५ ( नक्सा सिट नं. ५ ) स्थित कि.नं. ७३५ को क्षेत्रफल ०-९-०-० कठ्ठा ( वि.क.धु ) भएको जग्गा तथा सोको लिगलगापात समेत। xyxy=(1206,771,1741,829)
branch-section xyxy=(596,802,1166,1614)
guarantor-line: २. सीता कडेल, बुवा : शिव लाल कडेल, ससुरा बुवा : बालकृष्ण पाण्डेय, पति : शोभाकर पाण्डेय xyxy=(38,375,381,387)
collateral-detail: क) श्री परु जैसीको नाति, भगी राम जैसीको छोरा, कैलाली जिल्ला, भजनी गा.वि.स. वडा नं. ९ स्थायी ठेगाना भई, हाल : कैलाली जिल्ला भजनी नगरपालीका वडा नं. १ कैलाली बस्ने दिलाराम जैसीको नाममा मालपोत कार्यालय धनगढी कैलालीमा दर्ता श्रेस्ता कायम रहेको कैलाली जिल्ला भजनी गा.वि.स. वडा नं. १ (नक्सा सिट नं. १ क) स्थित कि.नं. ५३६ को क्षेत्रफल ०-१-५-० कठ्ठा र जिल्ला कैलाली भजनी गा.वि.स. वडा नं. ३ (नक्सा सिट नं. ३) स्थित कि.नं. ९२१ को क्षेत्रफल ०-८-१०-० कठ्ठा (वि.क.धु) भएको जग्गा तथा सोको लिगलगापात समेत। xyxy=(622,1260,1155,1318)
guarantor-line: ठेगाना : मनहरी गा.वि.स. वडा नं. ०५, मकवानपुर xyxy=(38,1424,216,1437)
loan-entry xyxy=(13,1283,580,1462)
recovery-office-address: दरबारमार्ग, काठमाण्डौं xyxy=(1315,1982,1396,1995)
guarantor-line: ठेगाना : बारा जिल्ला अमलेखगंज वडा नं. ८ xyxy=(38,713,194,726)
guarantor-line: ठेगाना : मनहरी गा.वि.स. वडा नं. ०५, मकवानपुर xyxy=(38,1574,216,1586)
guarantor-line: १. शोभाकर पाण्डेय, बुवा : बालकृष्ण पाण्डेय, बाजे : नन्दलाल पाण्डेय xyxy=(38,360,289,373)
social-icon[interactable]: in xyxy=(1523,1990,1537,2005)
collateral-detail: श्री मंगले मुक्तानको नाति, कान्छो मुक्तानको छोरा, बारा जिल्ला, रातोमाटे गा.वि.स. वडा नं १ हाल जितपुर सिमरा उपमहानगर पालिका वडा नं. २२ बस्ने प्रेम बहादुर मोक्तानको नाममा मालपोत कार्यालय सिमरा बारामा दर्ता श्रेस्ता कायम रहेको बारा जिल्ला, रातोमाटे गा.वि.स. वडा नं. ०९ स्थित कि.नं. ७०७ क्षे.फ. ०-६-१९ को जग्गा तथा उक्त जग्गामा निर्माण भएको घर लगायत सम्पूर्ण लिग लिगापात समेत। xyxy=(38,922,571,965)
guarantor-line: हाल : मनहरी गा.पा. वडा नं. ०६, मकवानपुर। xyxy=(38,1439,202,1452)
borrower-detail: पान नं. : ६१३४७५४५ xyxy=(52,1506,130,1519)
social-icon[interactable]: X xyxy=(1540,1970,1555,1985)
social-icon[interactable]: ◎ xyxy=(1523,1970,1537,1985)
guarantor-line: १) लल्ता प्रसाद कठरीया, बाबु : माल पोतीया कठरीया, बाजे : बालु कठरीया xyxy=(622,918,895,930)
bank-license-tagline: (नेपाल राष्ट्र बैंकबाट "ख" वर्गको राष्ट्रियस्तरको इजाजत प्राप्त संस्था) xyxy=(1240,1926,1418,1935)
guarantor-heading: व्यक्तिगत जमानीकर्ता: xyxy=(607,416,695,429)
borrower-detail: दर्ता नं. : २०२०/०७८/०७९, दर्ता मिति : २०७८/०४/१७ xyxy=(1221,1026,1415,1039)
branch-heading: बैनीया शाखा : xyxy=(598,804,1165,836)
borrower-detail: पा.न. : ३०२६७१६८९ xyxy=(637,1537,714,1550)
borrower-detail: कर्जा शिर्षक : महालक्ष्मी सवारी कर्जा टर्म xyxy=(52,322,200,334)
guarantor-line: ठेगाना : भजनी गा.वि.स. वडा नं. ९ कैलाली xyxy=(1206,88,1365,101)
footer-bar xyxy=(1181,2041,1752,2069)
col2-branch-list xyxy=(596,19,1166,1614)
loan-title: १. ऋणी : ठाकुर प्रजा, ना.प्र.प.नं. २९३०, जारी मिति : २०४५/०२/२३ मकवानपुर। xyxy=(23,1024,367,1038)
borrower-detail: ठेगाना : हाडीखोला गा.वि.स. वडा नं. ०७, मकवानपुर। xyxy=(52,1058,247,1071)
guarantor-line: ख) मेनुका लामा (गोले), बाबु : ज्ञान बहादुर गोले, बाजे : कृष्ण बहादुर गोले, पति : दिपेन्द्र लामा मुक्तान xyxy=(38,728,409,741)
loan-title: १. ऋणी : दिपेन्द्र लामा मुक्तान, (ना.प्र.नं. १९७८४, जारी मिति : २०६२/१०/०९, बारा) xyxy=(23,626,384,640)
collateral-heading: धितो सुरक्षणको विवरण : xyxy=(607,726,706,739)
guarantor-line: क) रतन दास, बाबु : निमु दासका, हजुरबुवा : जुवेश्वर दास xyxy=(622,432,835,444)
loan-entry xyxy=(598,1045,1165,1495)
guarantor-line: ख) राम सिंह बिष्ट, बाबु : महाविर बिष्ट xyxy=(1206,976,1344,989)
column-1 xyxy=(12,12,582,2069)
collateral-heading: धितो सुरक्षणको विवरण xyxy=(23,1214,114,1227)
social-icon[interactable]: ▶ xyxy=(1505,1990,1520,2005)
borrower-detail: दर्ता मिति : २०७८/१२/०९ xyxy=(637,363,729,376)
branch-section xyxy=(12,584,582,976)
loan-title: ३. ऋणी : प्रताप राईस मिल, (प्रो. काले बहादुर राई, ना.प्र.प.नं. ५९९, जारी मिति : ०४/११/२०४४, मकवानपुर) पान नं. : १२८/२६८९/०५१/०६२, दर्ता मिति : २०६२/०२/११ xyxy=(23,1470,531,1501)
social-icon[interactable]: ♪ xyxy=(1558,1970,1572,1985)
guarantor-line: क) राधा कुमारी जोशी, बाबु : तुलाराम जोशी, पति : दीलाराम जैसी, ससुरा : भगी राम जैसी xyxy=(1206,355,1535,368)
borrower-detail: स्थायी लेखा नं. ६१७०९७४८२ दर्ता मिति : २०७८/०६/२४ xyxy=(1221,1365,1421,1377)
guarantor-line: घ) धर्मेन्द्र लामा मुक्तान, बाबु : प्रेम बहादुर मुक्तान, बाजे : कान्छो मुक्तान, xyxy=(38,788,305,801)
loan-type: कर्जा शिर्षक : विपन्न वर्ग कर्जा xyxy=(38,1192,147,1205)
guarantor-line: ख) जमिला बानो, बाबु : महमद मजवल रहमान, पति : महमद कलिम xyxy=(622,164,871,177)
